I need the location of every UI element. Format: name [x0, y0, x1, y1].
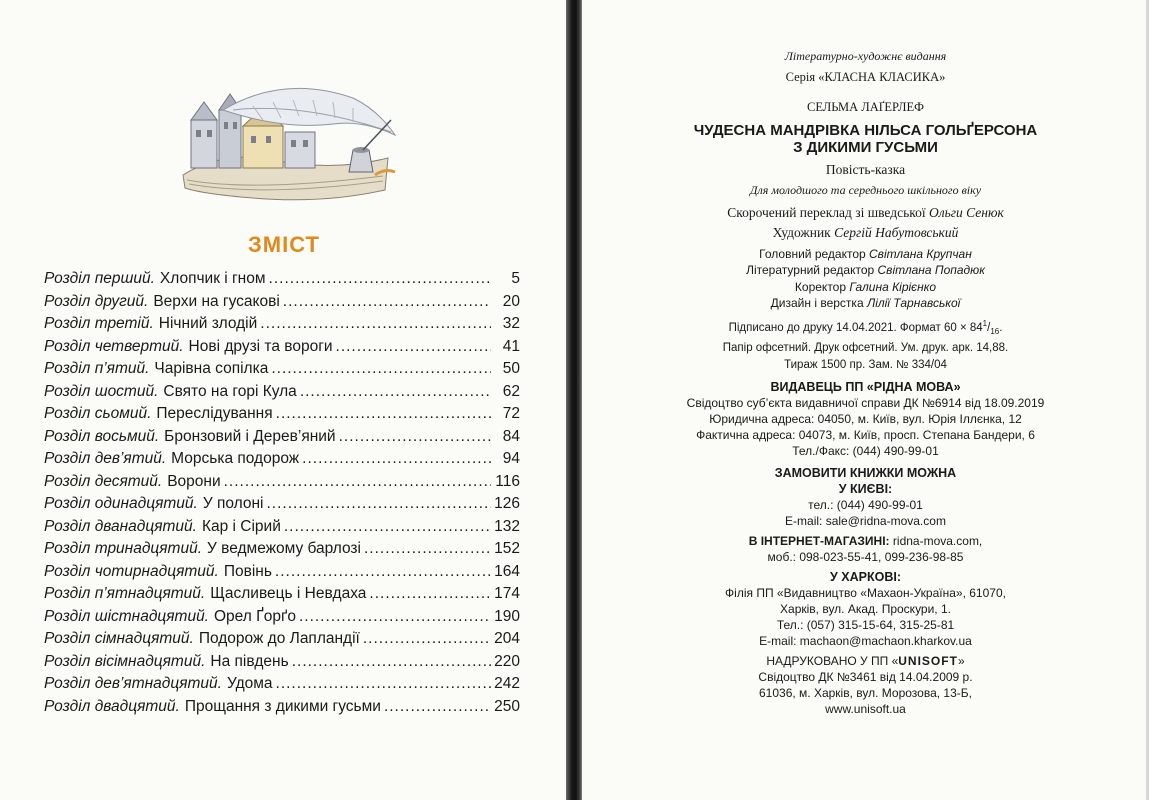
right-page — [582, 0, 1149, 800]
toc-page-number: 84 — [502, 427, 520, 445]
toc-page-number: 20 — [502, 292, 520, 310]
legal-address: Юридична адреса: 04050, м. Київ, вул. Юрія Іллєнка, 12 — [709, 412, 1022, 427]
toc-page-number: 132 — [494, 517, 520, 535]
toc-page-number: 126 — [494, 495, 520, 512]
toc-row — [44, 608, 520, 631]
toc-page-number: 174 — [494, 585, 520, 602]
corrector-credit — [582, 279, 1149, 296]
chief-editor-label: Головний редактор — [759, 246, 866, 261]
lit-editor-label: Літературний редактор — [746, 263, 875, 277]
toc-leader-dots — [300, 383, 491, 401]
toc-title: ЗМІСТ — [248, 232, 320, 257]
design-credit — [582, 295, 1149, 312]
toc-chapter-name: Переслідування — [156, 405, 273, 422]
printed-by: НАДРУКОВАНО У ПП «UNISOFT» — [766, 654, 965, 669]
toc-leader-dots — [224, 473, 491, 491]
lit-editor-credit — [582, 262, 1149, 279]
toc-page-number: 62 — [502, 382, 520, 400]
toc-chapter-name: У полоні — [202, 495, 264, 512]
toc-chapter-name: У ведмежому барлозі — [207, 540, 361, 557]
audience: Для молодшого та середнього шкільного віку — [749, 183, 982, 197]
toc-chapter-name: Нічний злодій — [158, 315, 258, 332]
toc-chapter: Розділ дванадцятий. — [44, 517, 197, 535]
chief-editor: Світлана Крупчан — [869, 246, 972, 261]
order-heading: ЗАМОВИТИ КНИЖКИ МОЖНА — [774, 466, 957, 481]
toc-row — [44, 518, 520, 541]
toc-leader-dots — [384, 698, 491, 716]
toc-chapter-name: Верхи на гусакові — [153, 292, 280, 310]
book-title-line2: З ДИКИМИ ГУСЬМИ — [793, 138, 938, 156]
toc-chapter-name: Щасливець і Невдаха — [210, 585, 367, 602]
toc-chapter: Розділ одинадцятий. — [44, 495, 198, 512]
toc-leader-dots — [283, 293, 491, 311]
toc-page-number: 164 — [494, 562, 520, 580]
translation-credit — [582, 205, 1149, 222]
toc-leader-dots — [339, 428, 491, 446]
publisher-certificate: Свідоцтво суб’єкта видавничої справи ДК №6914 від 18.09.2019 — [686, 396, 1045, 411]
toc-page-number: 50 — [502, 360, 520, 377]
artist-label: Художник — [772, 225, 831, 240]
toc-row — [44, 360, 520, 383]
online-site: ridna-mova.com, — [892, 534, 983, 549]
translator: Ольги Сенюк — [929, 204, 1004, 220]
genre: Повість-казка — [825, 161, 906, 177]
designer: Лілії Тарнавської — [866, 296, 961, 310]
toc-chapter: Розділ дев’ятнадцятий. — [44, 675, 222, 692]
artist-credit — [582, 225, 1149, 242]
online-label: В ІНТЕРНЕТ-МАГАЗИНІ: — [748, 534, 890, 549]
chief-editor-credit — [582, 246, 1149, 263]
quill-town-illustration — [163, 80, 403, 210]
toc-row — [44, 428, 520, 451]
toc-page-number: 220 — [494, 652, 520, 670]
toc-chapter: Розділ восьмий. — [44, 427, 160, 445]
printed-label: НАДРУКОВАНО У ПП « — [766, 654, 899, 669]
toc-page-number: 242 — [494, 675, 520, 692]
edition-type: Літературно-художнє видання — [784, 49, 947, 63]
toc-leader-dots — [276, 405, 491, 423]
toc-row — [44, 450, 520, 473]
toc-chapter: Розділ четвертий. — [44, 337, 184, 355]
toc-row — [44, 675, 520, 698]
toc-page-number: 32 — [502, 315, 520, 332]
toc-row — [44, 495, 520, 518]
toc-page-number: 190 — [494, 607, 520, 625]
publisher: ВИДАВЕЦЬ ПП «РІДНА МОВА» — [770, 380, 961, 395]
print-details-line1: Підписано до друку 14.04.2021. Формат $60 \times 84^1/_{16}$. — [728, 318, 1003, 336]
kharkiv-tel: Тел.: (057) 315-15-64, 315-25-81 — [776, 618, 955, 633]
toc-row — [44, 338, 520, 361]
tel-fax: Тел./Факс: (044) 490-99-01 — [792, 444, 939, 459]
print-details-line3: Тираж 1500 пр. Зам. № 334/04 — [784, 358, 947, 371]
toc-page-number: 94 — [502, 450, 520, 467]
actual-address: Фактична адреса: 04073, м. Київ, просп. Степана Бандери, 6 — [696, 428, 1035, 443]
toc-leader-dots — [299, 608, 491, 626]
toc-leader-dots — [363, 630, 491, 648]
toc-leader-dots — [336, 338, 491, 356]
toc-chapter: Розділ двадцятий. — [44, 697, 180, 715]
toc-page-number: 72 — [502, 405, 520, 422]
toc-page-number: 41 — [502, 337, 520, 355]
toc-leader-dots — [302, 450, 491, 468]
toc-row — [44, 405, 520, 428]
toc-chapter: Розділ шостий. — [44, 382, 159, 400]
toc-chapter: Розділ перший. — [44, 270, 155, 287]
toc-row — [44, 383, 520, 406]
kharkiv-line1: Філія ПП «Видавництво «Махаон-Україна», 61070, — [725, 586, 1006, 601]
toc-page-number: 5 — [511, 270, 520, 287]
toc-chapter: Розділ сімнадцятий. — [44, 630, 194, 647]
toc-leader-dots — [275, 563, 491, 581]
toc-chapter-name: На південь — [210, 652, 289, 670]
toc-row — [44, 585, 520, 608]
corrector: Галина Кірієнко — [849, 279, 937, 294]
toc-chapter-name: Подорож до Лапландії — [198, 630, 360, 647]
toc-leader-dots — [269, 270, 491, 288]
toc-leader-dots — [284, 518, 491, 536]
toc-leader-dots — [369, 585, 491, 603]
table-of-contents — [44, 270, 520, 720]
toc-leader-dots — [260, 315, 491, 333]
toc-leader-dots — [271, 360, 491, 378]
kharkiv-line2: Харків, вул. Акад. Проскури, 1. — [780, 602, 951, 617]
toc-leader-dots — [292, 653, 491, 671]
toc-row — [44, 563, 520, 586]
kyiv-heading: У КИЄВІ: — [838, 482, 893, 497]
toc-leader-dots — [276, 675, 491, 693]
author: СЕЛЬМА ЛАҐЕРЛЕФ — [807, 100, 924, 114]
toc-chapter: Розділ сьомий. — [44, 405, 152, 422]
toc-row — [44, 653, 520, 676]
toc-chapter-name: Удома — [226, 675, 273, 692]
toc-row — [44, 293, 520, 316]
toc-chapter-name: Морська подорож — [171, 450, 300, 467]
toc-page-number: 250 — [494, 697, 520, 715]
toc-chapter: Розділ третій. — [44, 315, 154, 332]
toc-leader-dots — [364, 540, 491, 558]
toc-chapter-name: Кар і Сірий — [201, 517, 281, 535]
toc-chapter-name: Прощання з дикими гусьми — [184, 697, 381, 715]
printer-name: UNISOFT — [898, 654, 958, 669]
toc-row — [44, 315, 520, 338]
design-label: Дизайн і верстка — [770, 296, 864, 310]
toc-row — [44, 698, 520, 721]
toc-row — [44, 630, 520, 653]
lit-editor: Світлана Попадюк — [877, 263, 985, 277]
toc-leader-dots — [267, 495, 492, 513]
toc-chapter: Розділ тринадцятий. — [44, 540, 202, 557]
printer-address: 61036, м. Харків, вул. Морозова, 13-Б, — [759, 686, 972, 701]
toc-chapter: Розділ вісімнадцятий. — [44, 652, 206, 670]
toc-page-number: 116 — [495, 472, 520, 490]
toc-row — [44, 473, 520, 496]
toc-chapter-name: Повінь — [223, 562, 272, 580]
series: Серія «КЛАСНА КЛАСИКА» — [785, 69, 946, 84]
toc-chapter-name: Свято на горі Кула — [163, 382, 297, 400]
kyiv-tel: тел.: (044) 490-99-01 — [808, 498, 923, 513]
toc-chapter-name: Орел Ґорґо — [214, 607, 296, 625]
kharkiv-heading: У ХАРКОВІ: — [830, 570, 901, 585]
translation-label: Скорочений переклад зі шведської — [727, 204, 926, 220]
book-title-line1: ЧУДЕСНА МАНДРІВКА НІЛЬСА ГОЛЬҐЕРСОНА — [693, 121, 1038, 139]
toc-page-number: 204 — [494, 630, 520, 647]
toc-chapter-name: Бронзовий і Дерев’яний — [164, 427, 336, 445]
toc-row — [44, 270, 520, 293]
toc-chapter: Розділ шістнадцятий. — [44, 607, 209, 625]
kharkiv-email: E-mail: machaon@machaon.kharkov.ua — [759, 634, 972, 649]
toc-chapter: Розділ десятий. — [44, 472, 163, 490]
imprint — [582, 48, 1149, 717]
online-shop — [582, 533, 1149, 549]
toc-chapter-name: Ворони — [167, 472, 221, 490]
kyiv-email: E-mail: sale@ridna-mova.com — [785, 514, 946, 529]
print-details-line2: Папір офсетний. Друк офсетний. Ум. друк. арк. 14,88. — [722, 342, 1009, 355]
toc-chapter: Розділ чотирнадцятий. — [44, 562, 219, 580]
toc-chapter-name: Хлопчик і гном — [159, 270, 266, 287]
toc-chapter: Розділ дев’ятий. — [44, 450, 167, 467]
left-page — [0, 0, 568, 800]
toc-page-number: 152 — [494, 540, 520, 557]
printer-site: www.unisoft.ua — [825, 702, 906, 717]
toc-chapter: Розділ п’ятий. — [44, 360, 150, 377]
toc-row — [44, 540, 520, 563]
online-mobile: моб.: 098-023-55-41, 099-236-98-85 — [767, 550, 964, 565]
toc-chapter: Розділ п’ятнадцятий. — [44, 585, 206, 602]
toc-chapter: Розділ другий. — [44, 292, 149, 310]
printer-certificate: Свідоцтво ДК №3461 від 14.04.2009 р. — [758, 670, 973, 685]
toc-chapter-name: Нові друзі та вороги — [188, 337, 333, 355]
corrector-label: Коректор — [794, 279, 847, 294]
artist: Сергій Набутовський — [834, 225, 959, 240]
toc-chapter-name: Чарівна сопілка — [154, 360, 269, 377]
